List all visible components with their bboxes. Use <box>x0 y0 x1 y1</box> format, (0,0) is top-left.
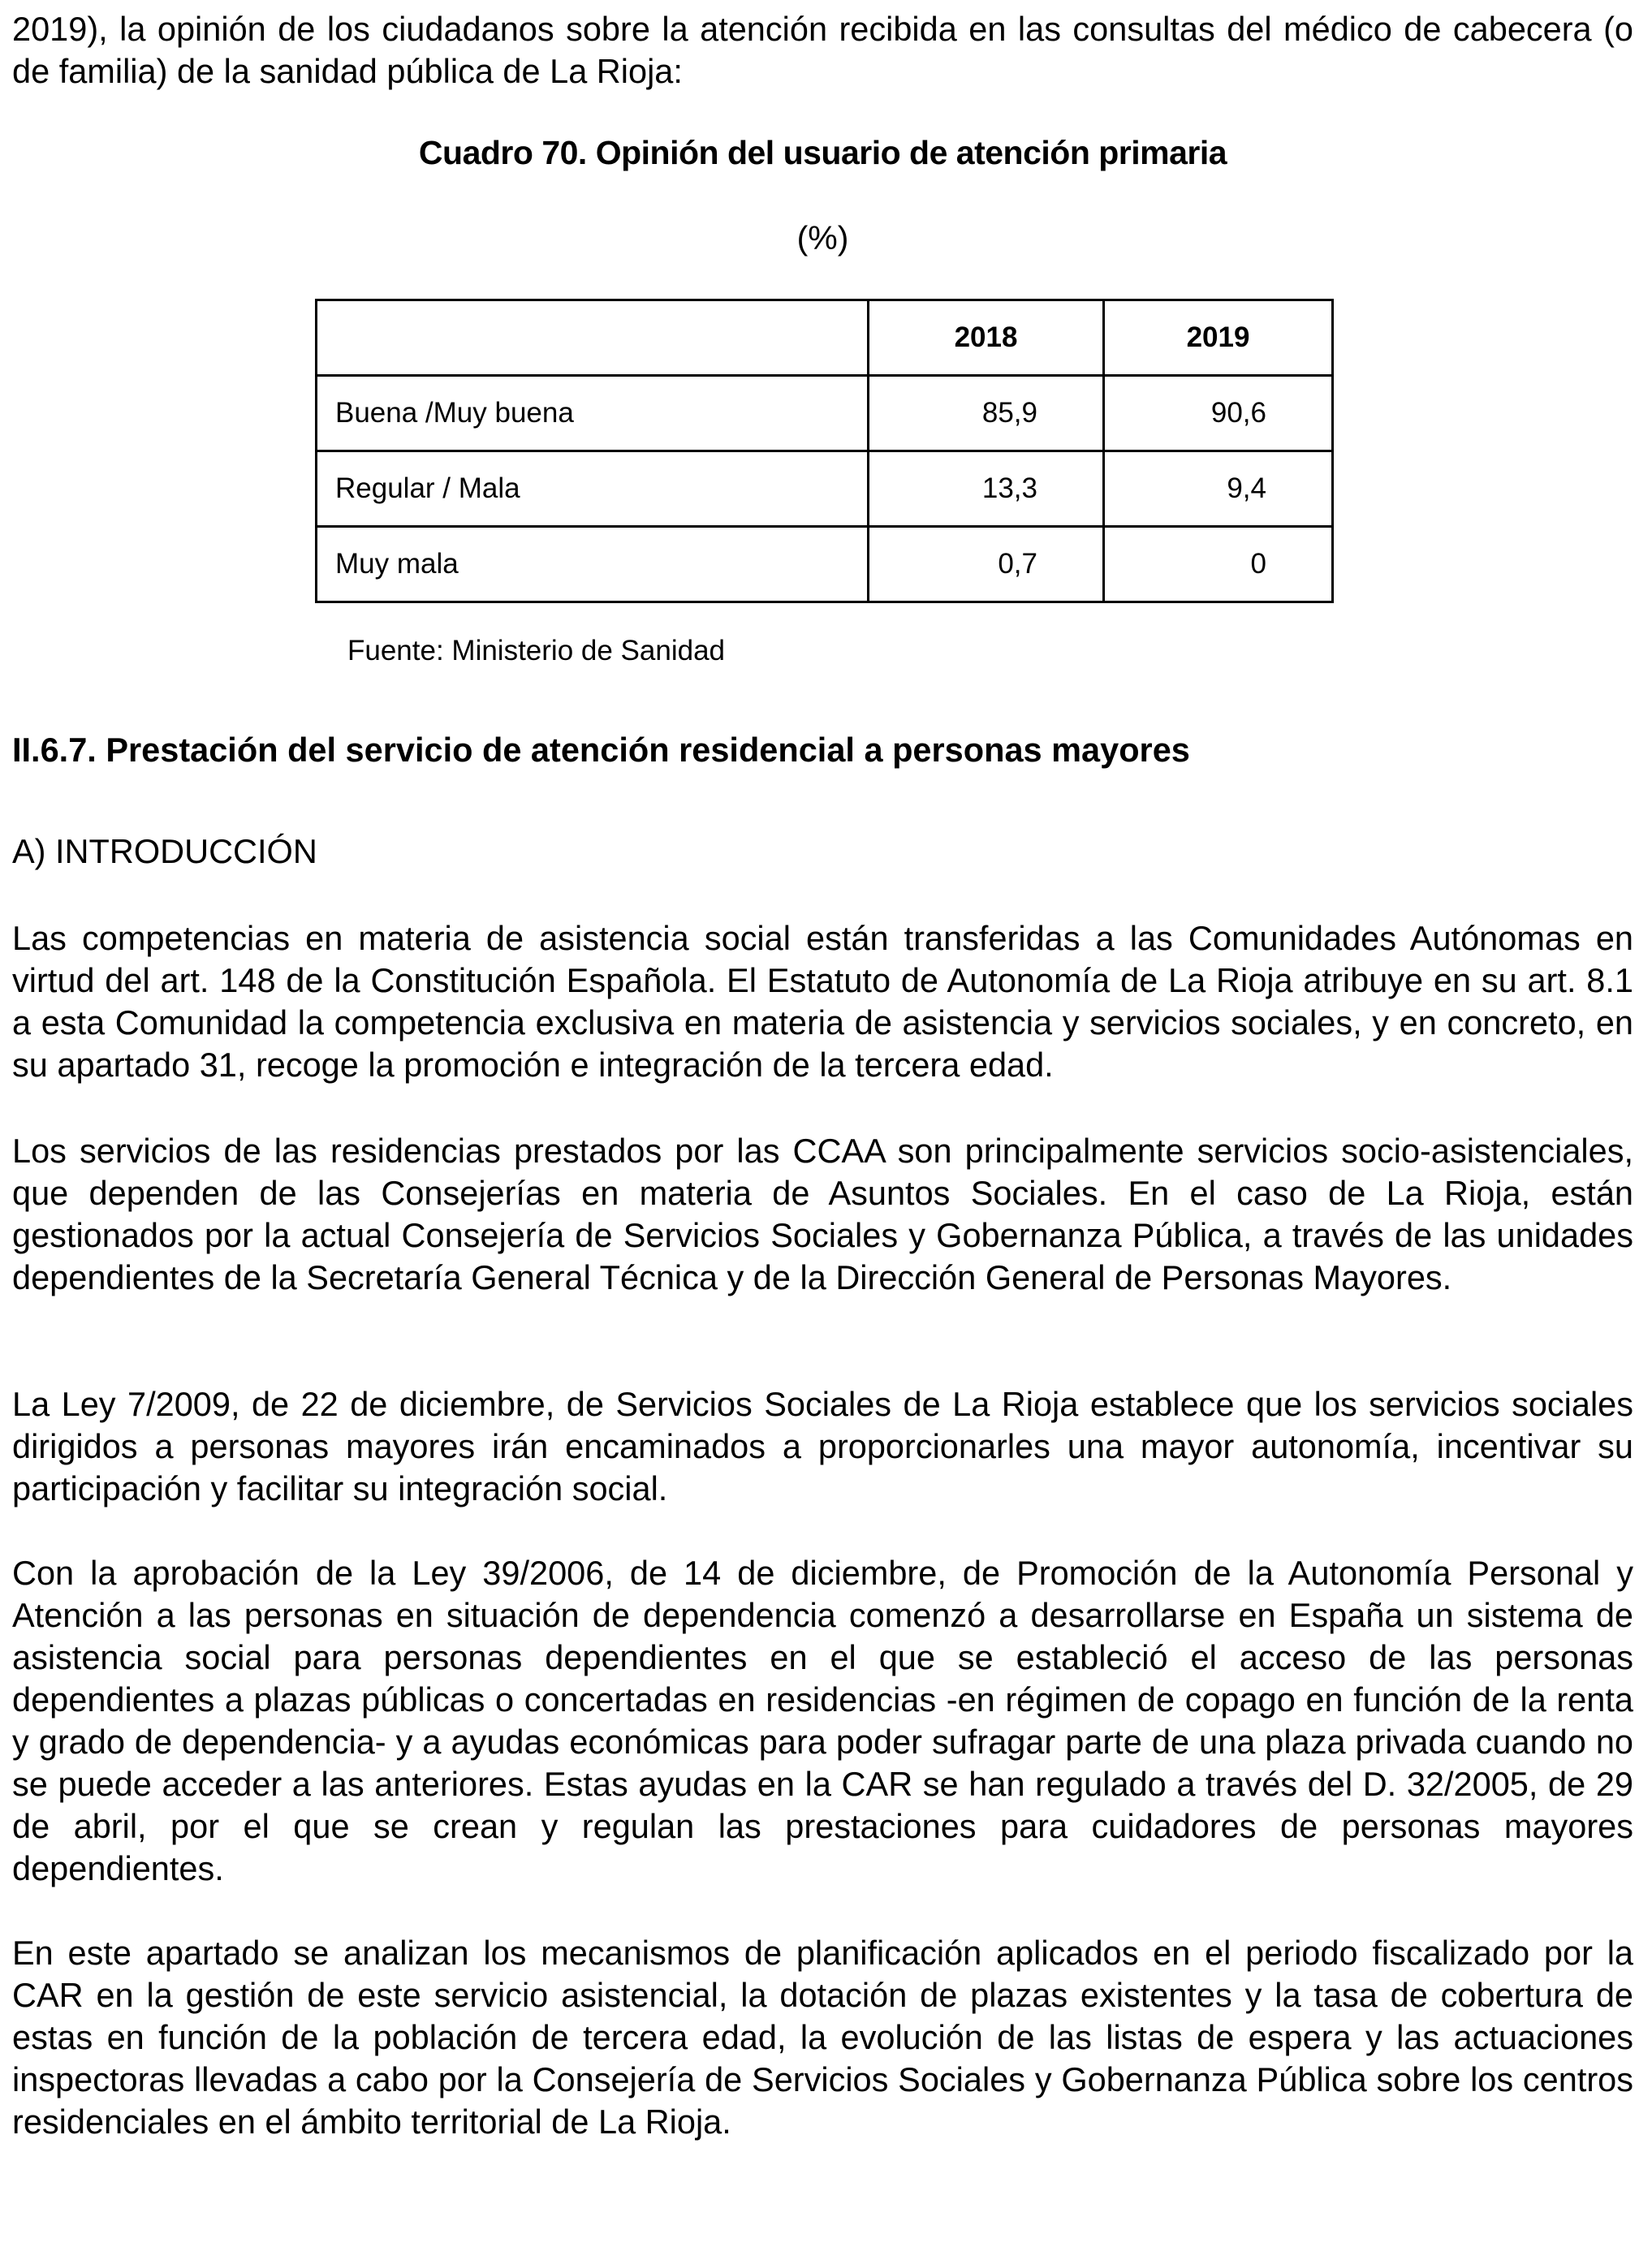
body-paragraph-5-block <box>12 1932 1633 2143</box>
row-value-2018: 0,7 <box>869 527 1104 602</box>
intro-paragraph: 2019), la opinión de los ciudadanos sobre la atención recibida en las consultas del médico de cabecera (o de familia) de la sanidad pública de La Rioja: <box>12 10 1633 90</box>
section-heading: II.6.7. Prestación del servicio de atención residencial a personas mayores <box>12 731 1190 769</box>
opinion-table <box>315 299 1334 603</box>
table-header-2018: 2018 <box>869 300 1104 376</box>
row-value-2019: 0 <box>1104 527 1333 602</box>
row-label: Regular / Mala <box>317 451 869 527</box>
row-value-2019: 9,4 <box>1104 451 1333 527</box>
body-paragraph: En este apartado se analizan los mecanismos de planificación aplicados en el periodo fiscalizado por la CAR en la gestión de este servicio asistencial, la dotación de plazas existentes y la tasa de cobertura de estas en función de la población de tercera edad, la evolución de las listas de espera y las actuaciones inspectoras llevadas a cabo por la Consejería de Servicios Sociales y Gobernanza Pública sobre los centros residenciales en el ámbito territorial de La Rioja. <box>12 1934 1633 2141</box>
row-label: Muy mala <box>317 527 869 602</box>
body-paragraph-2-block <box>12 1130 1633 1299</box>
body-paragraph-1-block <box>12 917 1633 1086</box>
row-value-2019: 90,6 <box>1104 376 1333 451</box>
row-value-2018: 85,9 <box>869 376 1104 451</box>
body-paragraph: Los servicios de las residencias prestados por las CCAA son principalmente servicios socio-asistenciales, que dependen de las Consejerías en materia de Asuntos Sociales. En el caso de La Rioja, están gestionados por la actual Consejería de Servicios Sociales y Gobernanza Pública, a través de las unidades dependientes de la Secretaría General Técnica y de la Dirección General de Personas Mayores. <box>12 1132 1633 1296</box>
table-caption-unit: (%) <box>796 219 849 257</box>
table-source: Fuente: Ministerio de Sanidad <box>347 635 725 666</box>
table-row <box>317 527 1333 602</box>
body-paragraph: Con la aprobación de la Ley 39/2006, de 14 de diciembre, de Promoción de la Autonomía Personal y Atención a las personas en situación de dependencia comenzó a desarrollarse en España un sistema de asistencia social para personas dependientes en el que se estableció el acceso de las personas dependientes a plazas públicas o concertadas en residencias -en régimen de copago en función de la renta y grado de dependencia- y a ayudas económicas para poder sufragar parte de una plaza privada cuando no se puede acceder a las anteriores. Estas ayudas en la CAR se han regulado a través del D. 32/2005, de 29 de abril, por el que se crean y regulan las prestaciones para cuidadores de personas mayores dependientes. <box>12 1554 1633 1887</box>
body-paragraph: La Ley 7/2009, de 22 de diciembre, de Servicios Sociales de La Rioja establece que los servicios sociales dirigidos a personas mayores irán encaminados a proporcionarles una mayor autonomía, incentivar su participación y facilitar su integración social. <box>12 1385 1633 1507</box>
row-value-2018: 13,3 <box>869 451 1104 527</box>
table-header-row <box>317 300 1333 376</box>
body-paragraph-4-block <box>12 1552 1633 1890</box>
body-paragraph-3-block <box>12 1383 1633 1510</box>
body-paragraph: Las competencias en materia de asistencia social están transferidas a las Comunidades Autónomas en virtud del art. 148 de la Constitución Española. El Estatuto de Autonomía de La Rioja atribuye en su art. 8.1 a esta Comunidad la competencia exclusiva en materia de asistencia y servicios sociales, y en concreto, en su apartado 31, recoge la promoción e integración de la tercera edad. <box>12 919 1633 1084</box>
section-subheading: A) INTRODUCCIÓN <box>12 832 317 870</box>
row-label: Buena /Muy buena <box>317 376 869 451</box>
table-caption-title: Cuadro 70. Opinión del usuario de atención primaria <box>418 134 1227 171</box>
table-header-2019: 2019 <box>1104 300 1333 376</box>
table-row <box>317 451 1333 527</box>
table-header-empty <box>317 300 869 376</box>
table-row <box>317 376 1333 451</box>
